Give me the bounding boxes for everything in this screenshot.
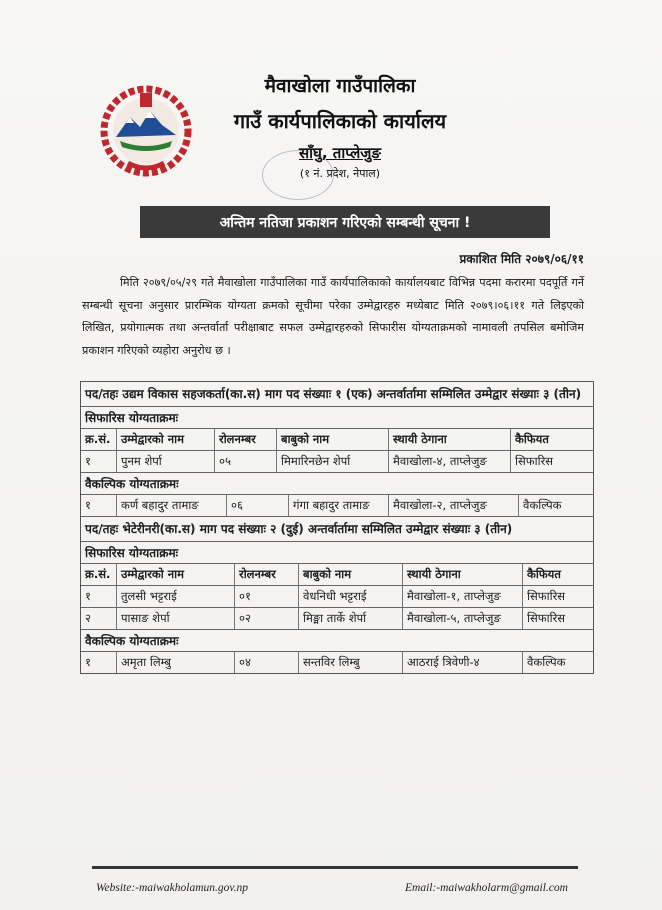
province-text: (१ नं. प्रदेश, नेपाल) xyxy=(299,167,381,180)
table-row: १ पुनम शेर्पा ०५ मिमारिनछेन शेर्पा मैवाखोला-४, ताप्लेजुङ सिफारिस xyxy=(81,451,593,473)
notice-title-banner xyxy=(140,206,550,238)
table-row: २ पासाङ शेर्पा ०२ मिङ्मा तार्के शेर्पा मैवाखोला-५, ताप्लेजुङ सिफारिस xyxy=(81,608,593,630)
office-stamp xyxy=(262,150,334,200)
post1-title: पद/तहः उद्यम विकास सहजकर्ता(का.स) माग पद संख्याः १ (एक) अन्तर्वार्तामा सम्मिलित उम्मेद्वार संख्याः ३ (तीन) xyxy=(81,382,593,407)
col-father: बाबुको नाम xyxy=(277,429,389,450)
post2-title: पद/तहः भेटेरीनरी(का.स) माग पद संख्याः २ (दुई) अन्तर्वार्तामा सम्मिलित उम्मेद्वार संख्याः ३ (तीन) xyxy=(81,517,593,542)
post1-column-headers xyxy=(81,429,593,451)
post2-recommended-label: सिफारिस योग्यताक्रमः xyxy=(81,542,593,564)
footer-email: Email:-maiwakholarm@gmail.com xyxy=(405,882,568,894)
footer-divider xyxy=(92,866,578,869)
col-sn: क्र.सं. xyxy=(81,429,117,450)
col-remarks: कैफियत xyxy=(515,432,549,446)
table-row: १ तुलसी भट्टराई ०१ वेधनिधी भट्टराई मैवाखोला-१, ताप्लेजुङ सिफारिस xyxy=(81,586,593,608)
results-table xyxy=(80,381,594,674)
notice-body: मिति २०७९/०५/२९ गते मैवाखोला गाउँपालिका गाउँ कार्यपालिकाको कार्यालयबाट विभिन्न पदमा करारमा पदपूर्ति गर्ने सम्बन्धी सूचना अनुसार प्रारम्भिक योग्यता क्रमको सूचीमा परेका उम्मेद्वारहरु मध्येबाट मिति २०७९।०६।११ गते लिइएको लिखित, प्रयोगात्मक तथा अन्तर्वार्ता परीक्षाबाट सफल उम्मेद्वारहरुको सिफारीस योग्यताक्रमको नामावली तपसिल बमोजिम प्रकाशन गरिएको व्यहोरा अनुरोध छ । xyxy=(82,276,584,357)
col-candidate: उम्मेद्वारको नाम xyxy=(117,429,215,450)
municipality-name: मैवाखोला गाउँपालिका xyxy=(264,75,416,97)
post1-recommended-label: सिफारिस योग्यताक्रमः xyxy=(81,407,593,429)
col-roll: रोलनम्बर xyxy=(215,429,277,450)
table-row: १ अमृता लिम्बु ०४ सन्तविर लिम्बु आठराई त्रिवेणी-४ वैकल्पिक xyxy=(81,652,593,673)
post2-column-headers: क्र.सं. उम्मेद्वारको नाम रोलनम्बर बाबुको नाम स्थायी ठेगाना कैफियत xyxy=(81,564,593,586)
post2-alternate-label: वैकल्पिक योग्यताक्रमः xyxy=(81,630,593,652)
notice-title: अन्तिम नतिजा प्रकाशन गरिएको सम्बन्धी सूचना ! xyxy=(219,214,471,231)
col-address: स्थायी ठेगाना xyxy=(389,429,511,450)
table-row: १ कर्ण बहादुर तामाङ ०६ गंगा बहादुर तामाङ मैवाखोला-२, ताप्लेजुङ वैकल्पिक xyxy=(81,495,593,517)
post1-alternate-label: वैकल्पिक योग्यताक्रमः xyxy=(81,473,593,495)
footer-website: Website:-maiwakholamun.gov.np xyxy=(96,882,249,894)
published-date: प्रकाशित मिति २०७९/०६/११ xyxy=(459,252,584,266)
office-location: साँघु, ताप्लेजुङ xyxy=(299,144,381,162)
office-name: गाउँ कार्यपालिकाको कार्यालय xyxy=(233,109,447,133)
